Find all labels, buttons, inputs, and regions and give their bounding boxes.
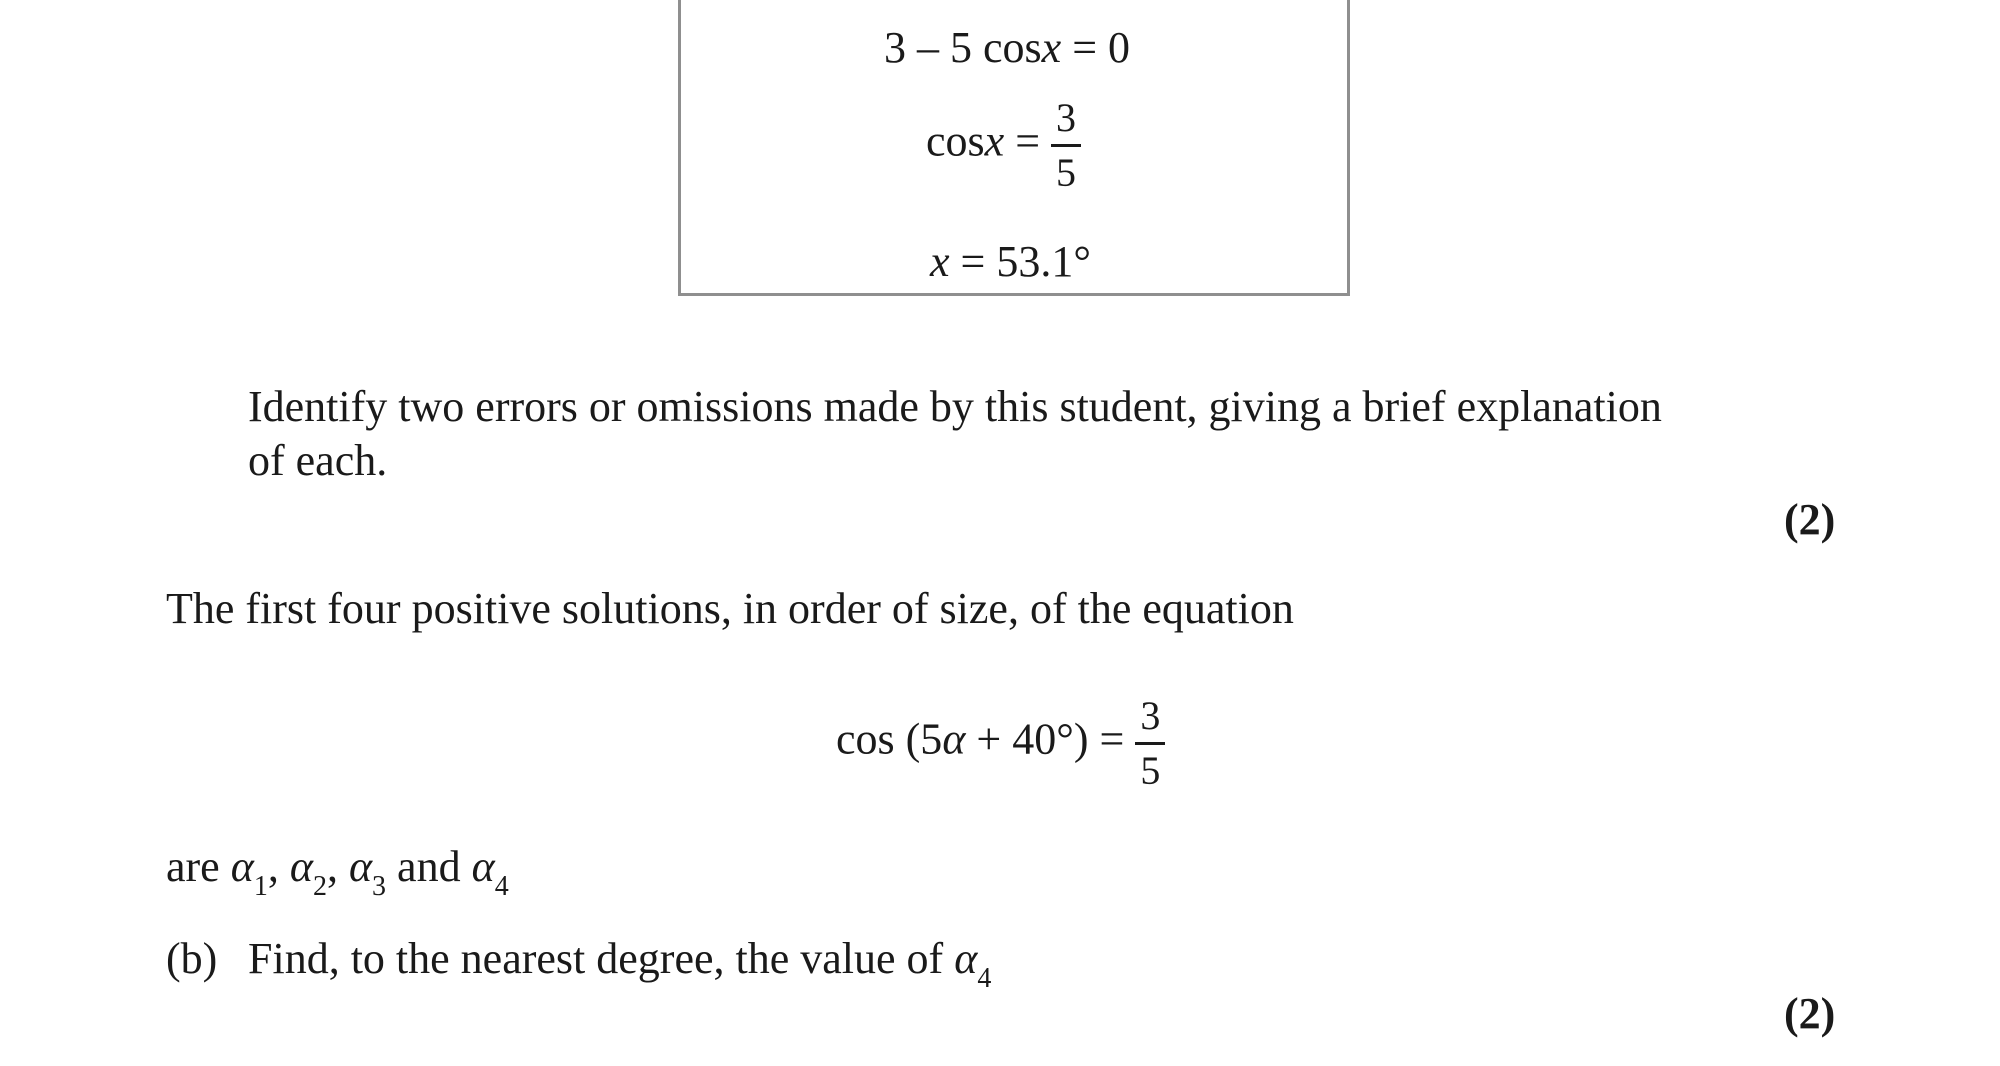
question-b-label: (b) (166, 934, 218, 983)
intro-text: The first four positive solutions, in order of size, of the equation (166, 584, 1294, 633)
fraction-three-fifths: $\frac{3}{5}$ (1135, 696, 1165, 791)
main-equation: cos (5α + 40°) = $\frac{3}{5}$ (836, 696, 1165, 791)
working-line-2: cosx = $\frac{3}{5}$ (926, 98, 1081, 193)
question-a-marks: (2) (1784, 495, 1836, 544)
question-b-marks: (2) (1784, 989, 1836, 1038)
question-b-text: Find, to the nearest degree, the value of $\alpha_4$ (248, 934, 992, 994)
solutions-line: are $\alpha_1$, $\alpha_2$, $\alpha_3$ and $\alpha_4$ (166, 842, 509, 902)
working-line-3: x = 53.1° (930, 237, 1091, 286)
working-line-1: 3 – 5 cosx = 0 (884, 23, 1131, 72)
fraction-three-fifths: $\frac{3}{5}$ (1051, 98, 1081, 193)
question-a-text: Identify two errors or omissions made by this student, giving a brief explanation of each. (248, 382, 1662, 485)
